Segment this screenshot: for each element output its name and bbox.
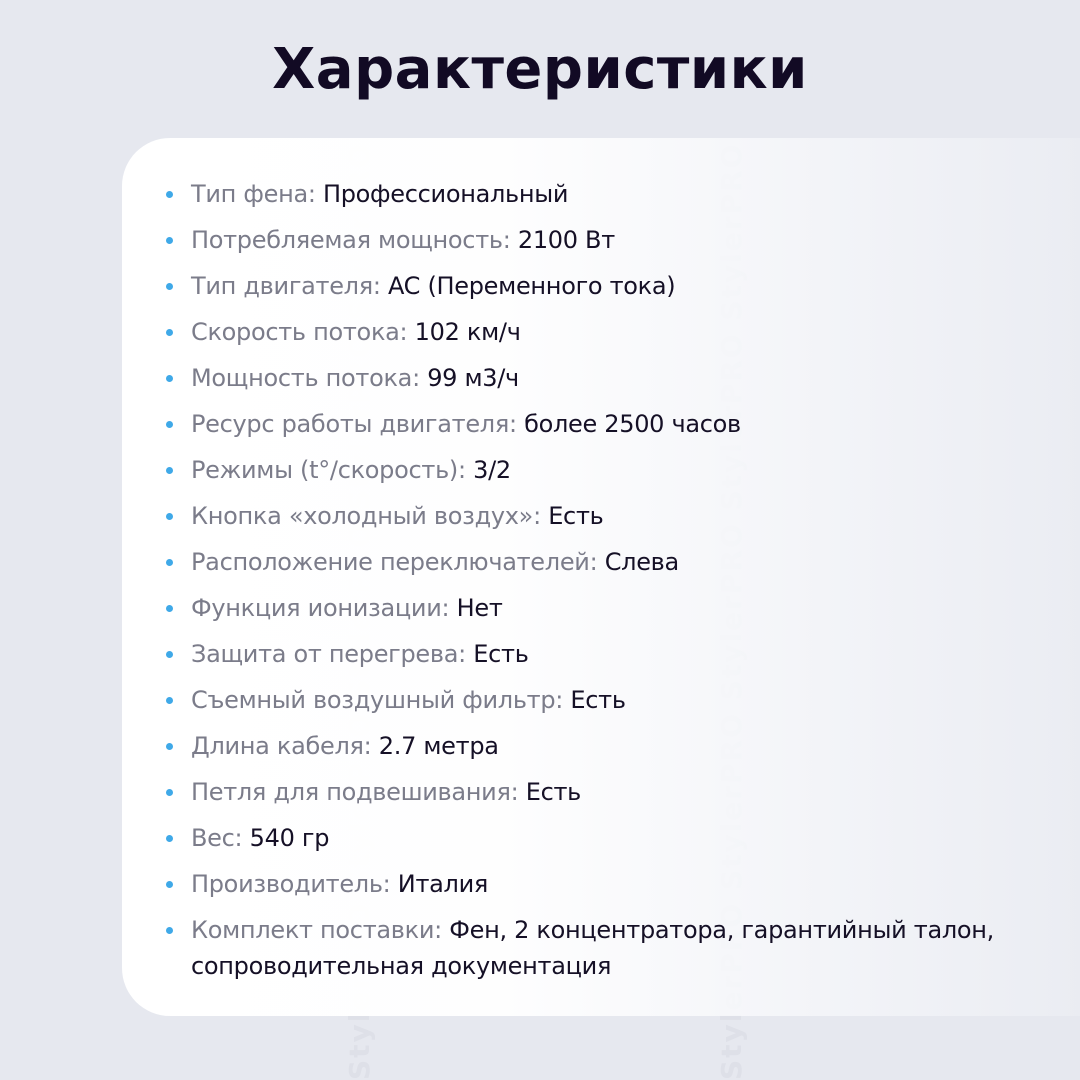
spec-label: Вес: [191,824,250,852]
spec-label: Потребляемая мощность: [191,226,518,254]
spec-item-airflow-speed [164,314,1044,350]
bullet-icon [166,513,173,520]
spec-value: более 2500 часов [524,410,741,438]
spec-item-ionization [164,590,1044,626]
page-title: Характеристики [272,37,808,102]
bullet-icon [166,329,173,336]
bullet-icon [166,191,173,198]
spec-item-manufacturer [164,866,1044,902]
spec-label: Расположение переключателей: [191,548,605,576]
spec-label: Тип двигателя: [191,272,388,300]
bullet-icon [166,375,173,382]
bullet-icon [166,605,173,612]
spec-item-cable-length [164,728,1044,764]
spec-item-air-filter [164,682,1044,718]
spec-value: 99 м3/ч [427,364,519,392]
spec-item-motor-lifetime [164,406,1044,442]
spec-value: Фен, 2 концентратора, гарантийный талон, сопроводительная документация [191,916,994,980]
spec-value: 102 км/ч [414,318,521,346]
spec-value: 2.7 метра [378,732,499,760]
spec-label: Съемный воздушный фильтр: [191,686,571,714]
spec-item-hanging-loop [164,774,1044,810]
spec-label: Петля для подвешивания: [191,778,526,806]
spec-item-motor-type [164,268,1044,304]
bullet-icon [166,697,173,704]
bullet-icon [166,283,173,290]
spec-label: Кнопка «холодный воздух»: [191,502,549,530]
spec-item-power [164,222,1044,258]
spec-value: Нет [456,594,503,622]
bullet-icon [166,743,173,750]
spec-value: 2100 Вт [517,226,615,254]
spec-label: Режимы (t°/скорость): [191,456,474,484]
bullet-icon [166,421,173,428]
bullet-icon [166,559,173,566]
spec-item-cold-air-button [164,498,1044,534]
spec-item-airflow-volume [164,360,1044,396]
spec-item-overheat-protection [164,636,1044,672]
bullet-icon [166,651,173,658]
spec-label: Производитель: [191,870,398,898]
spec-label: Комплект поставки: [191,916,450,944]
bullet-icon [166,467,173,474]
spec-label: Тип фена: [191,180,323,208]
spec-label: Функция ионизации: [191,594,457,622]
spec-value: AC (Переменного тока) [387,272,676,300]
spec-value: Профессиональный [322,180,569,208]
bullet-icon [166,881,173,888]
spec-label: Скорость потока: [191,318,415,346]
spec-value: Есть [570,686,626,714]
spec-value: 3/2 [473,456,511,484]
bullet-icon [166,927,173,934]
bullet-icon [166,789,173,796]
spec-item-switch-position [164,544,1044,580]
bullet-icon [166,835,173,842]
spec-item-weight [164,820,1044,856]
spec-item-package-contents [164,912,1011,984]
spec-value: Италия [397,870,489,898]
spec-value: Есть [525,778,582,806]
spec-item-modes [164,452,1044,488]
spec-value: Есть [548,502,604,530]
spec-list [164,176,1044,994]
spec-label: Ресурс работы двигателя: [191,410,525,438]
spec-value: Слева [604,548,679,576]
spec-value: Есть [473,640,529,668]
bullet-icon [166,237,173,244]
spec-label: Длина кабеля: [191,732,379,760]
spec-label: Мощность потока: [191,364,428,392]
spec-item-dryer-type [164,176,1044,212]
spec-label: Защита от перегрева: [191,640,474,668]
spec-value: 540 гр [249,824,330,852]
